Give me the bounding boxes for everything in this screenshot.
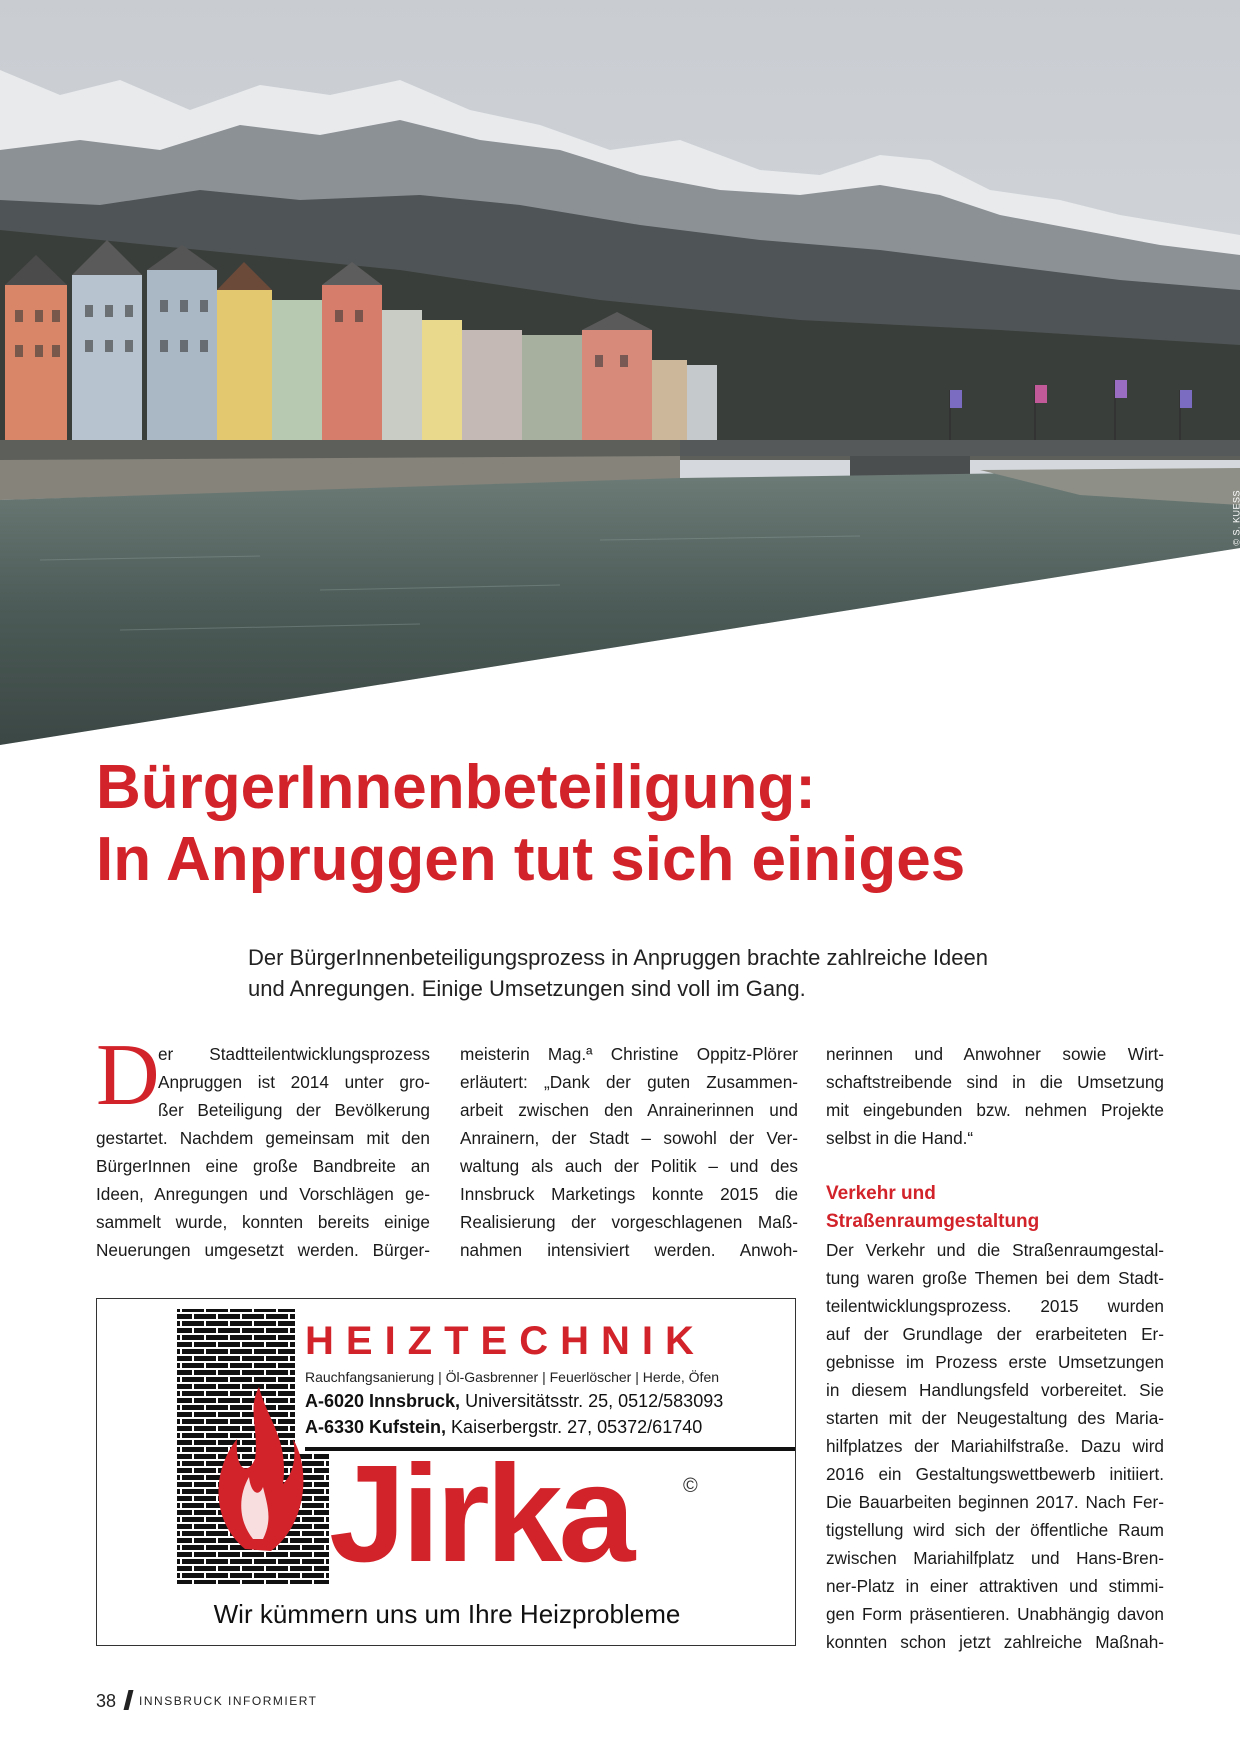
publication-name: INNSBRUCK INFORMIERT <box>139 1694 318 1708</box>
ad-logo-jirka: Jirka <box>329 1437 632 1591</box>
advertisement-jirka[interactable] <box>96 1298 796 1646</box>
text-line: zwischen Mariahilfplatz und Hans-Bren- <box>826 1548 1164 1568</box>
text-line: Anrainern, der Stadt – sowohl der Ver- <box>460 1128 798 1148</box>
text-line: arbeit zwischen den Anrainerinnen und <box>460 1100 798 1120</box>
ad-brand-heiztechnik: HEIZTECHNIK <box>305 1319 706 1363</box>
article-column-2 <box>460 1040 798 1264</box>
article-column-1 <box>96 1040 430 1264</box>
ad-services: Rauchfangsanierung | Öl-Gasbrenner | Feuerlöscher | Herde, Öfen <box>305 1369 720 1385</box>
title-line-1: BürgerInnenbeteiligung: <box>96 753 816 822</box>
photo-credit: © S. KUESS <box>1232 490 1242 546</box>
ad-address-innsbruck-detail: Universitätsstr. 25, 0512/583093 <box>460 1391 724 1411</box>
copyright-icon: © <box>683 1475 698 1497</box>
text-line: teilentwicklungsprozess. 2015 wurden <box>826 1296 1164 1316</box>
text-line: Ideen, Anregungen und Vorschlägen ge- <box>96 1184 430 1204</box>
ad-address-innsbruck-city: A-6020 Innsbruck, <box>305 1391 461 1411</box>
slash-divider-icon <box>124 1690 134 1710</box>
text-line: nerinnen und Anwohner sowie Wirt- <box>826 1044 1164 1064</box>
text-line: starten mit der Neugestaltung des Maria- <box>826 1408 1164 1428</box>
text-line: tung waren große Themen bei dem Stadt- <box>826 1268 1164 1288</box>
ad-address-innsbruck <box>305 1391 723 1412</box>
ad-address-kufstein-city: A-6330 Kufstein, <box>305 1417 447 1437</box>
text-line: nahmen intensiviert werden. Anwoh- <box>460 1240 798 1260</box>
text-line: konnten schon jetzt zahlreiche Maßnah- <box>826 1632 1164 1652</box>
text-line: hilfplatzes der Mariahilfstraße. Dazu wird <box>826 1436 1164 1456</box>
text-line: sammelt wurde, konnten bereits einige <box>96 1212 430 1232</box>
text-line: Innsbruck Marketings konnte 2015 die <box>460 1184 798 1204</box>
ad-slogan: Wir kümmern uns um Ihre Heizprobleme <box>213 1599 681 1629</box>
drop-cap: D <box>96 1027 160 1124</box>
hero-illustration <box>0 0 1240 745</box>
section-heading-line-2: Straßenraumgestaltung <box>826 1211 1040 1232</box>
ad-address-kufstein <box>305 1417 702 1438</box>
text-line: waltung als auch der Politik – und des <box>460 1156 798 1176</box>
text-line: er Stadtteilentwicklungsprozess <box>158 1044 430 1064</box>
section-heading-line-1: Verkehr und <box>826 1183 936 1204</box>
text-line: ßer Beteiligung der Bevölkerung <box>158 1100 430 1120</box>
ad-address-kufstein-detail: Kaiserbergstr. 27, 05372/61740 <box>446 1417 703 1437</box>
text-line: in diesem Handlungsfeld vorbereitet. Sie <box>826 1380 1164 1400</box>
text-line: erläutert: „Dank der guten Zusammen- <box>460 1072 798 1092</box>
hero-photo <box>0 0 1240 745</box>
text-line: Die Bauarbeiten beginnen 2017. Nach Fer- <box>826 1492 1164 1512</box>
text-line: Realisierung der vorgeschlagenen Maß- <box>460 1212 798 1232</box>
text-line: mit eingebunden bzw. nehmen Projekte <box>826 1100 1164 1120</box>
text-line: gen Form präsentieren. Unabhängig davon <box>826 1604 1164 1624</box>
text-line: meisterin Mag.ª Christine Oppitz-Plörer <box>460 1044 798 1064</box>
article-lead <box>248 942 1128 1004</box>
lead-line-2: und Anregungen. Einige Umsetzungen sind voll im Gang. <box>248 976 806 1001</box>
text-line: ner-Platz in einer attraktiven und stimmi- <box>826 1576 1164 1596</box>
text-line: selbst in die Hand.“ <box>826 1128 974 1148</box>
article-column-3 <box>826 1040 1164 1656</box>
text-line: Neuerungen umgesetzt werden. Bürger- <box>96 1240 430 1260</box>
text-line: Anpruggen ist 2014 unter gro- <box>158 1072 430 1092</box>
text-line: schaftstreibende sind in die Umsetzung <box>826 1072 1164 1092</box>
text-line: Der Verkehr und die Straßenraumgestal- <box>826 1240 1164 1260</box>
text-line: 2016 ein Gestaltungswettbewerb initiiert. <box>826 1464 1164 1484</box>
title-line-2: In Anpruggen tut sich einiges <box>96 825 966 894</box>
text-line: tigstellung wird sich der öffentliche Raum <box>826 1520 1164 1540</box>
text-line: gebnisse im Prozess erste Umsetzungen <box>826 1352 1164 1372</box>
article-title <box>96 752 1196 896</box>
page-footer <box>96 1690 317 1712</box>
page-number: 38 <box>96 1691 117 1711</box>
spacer <box>826 1152 1164 1180</box>
text-line: auf der Grundlage der erarbeiteten Er- <box>826 1324 1164 1344</box>
lead-line-1: Der BürgerInnenbeteiligungsprozess in Anpruggen brachte zahlreiche Ideen <box>248 945 988 970</box>
text-line: gestartet. Nachdem gemeinsam mit den <box>96 1128 430 1148</box>
text-line: BürgerInnen eine große Bandbreite an <box>96 1156 430 1176</box>
